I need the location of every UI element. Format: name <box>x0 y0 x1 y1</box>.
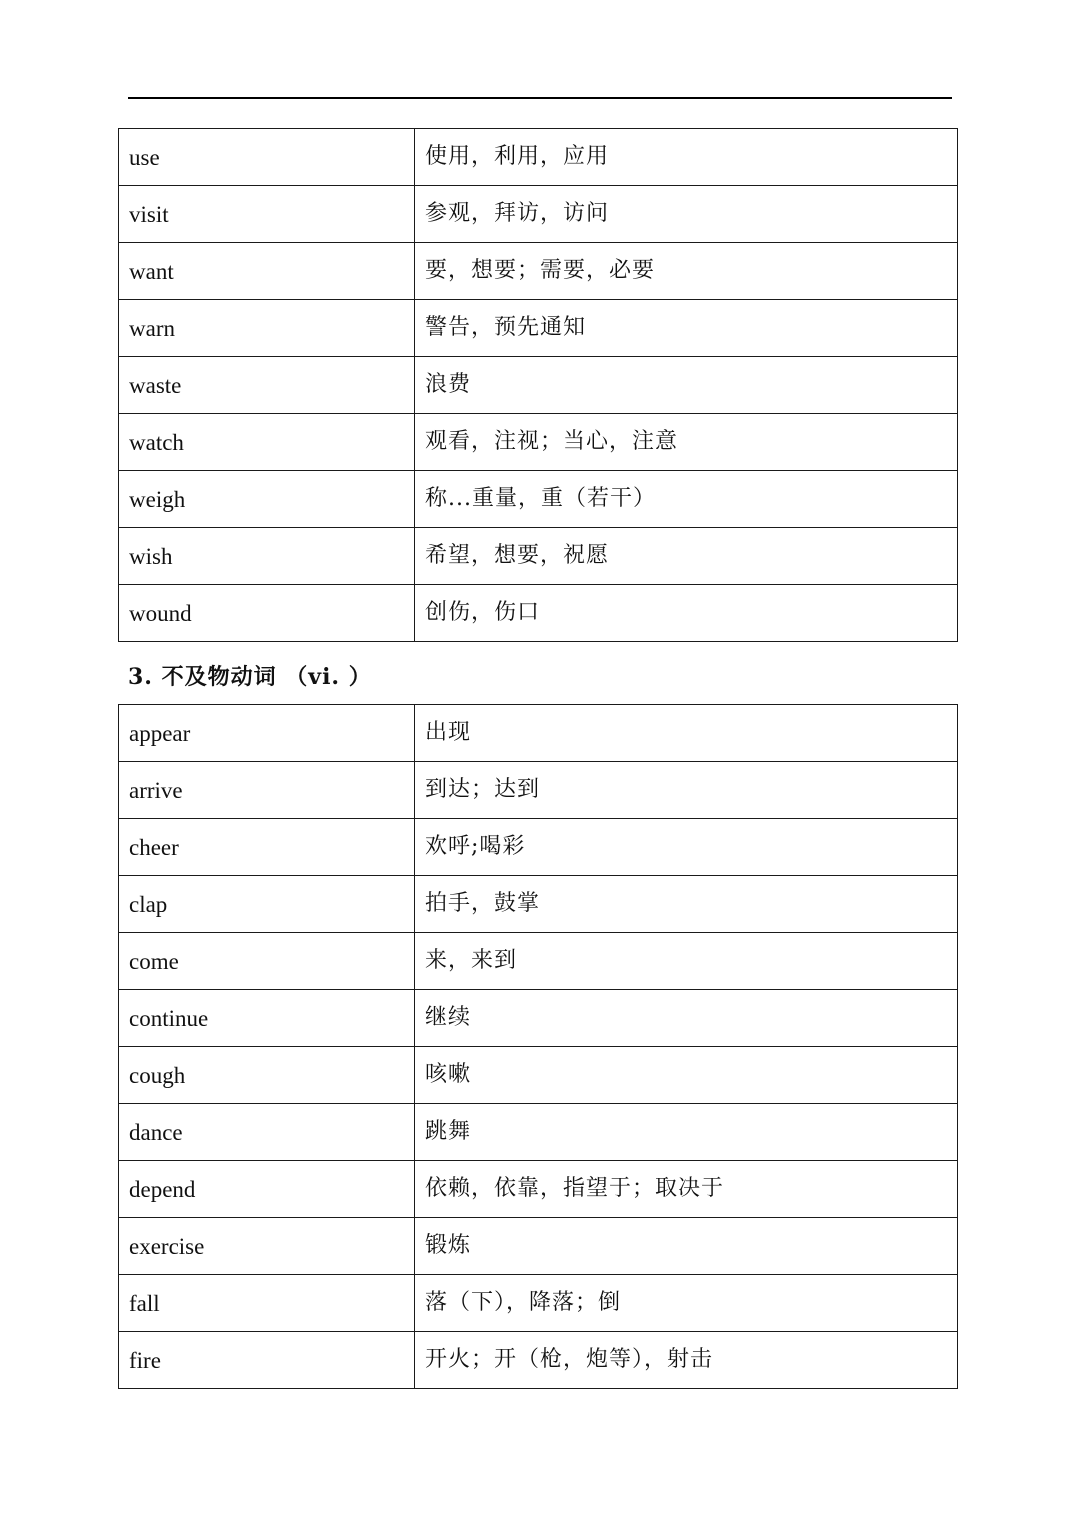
table-row <box>119 300 958 357</box>
word-cell: clap <box>119 876 415 933</box>
vocab-table-transitive <box>118 128 958 642</box>
table-row <box>119 1047 958 1104</box>
word-cell: weigh <box>119 471 415 528</box>
word-cell: arrive <box>119 762 415 819</box>
table-row <box>119 819 958 876</box>
table-row <box>119 528 958 585</box>
word-cell: want <box>119 243 415 300</box>
table-row <box>119 1104 958 1161</box>
word-cell: wound <box>119 585 415 642</box>
meaning-cell: 欢呼;喝彩 <box>415 819 958 876</box>
table-row <box>119 243 958 300</box>
word-cell: use <box>119 129 415 186</box>
table-row <box>119 129 958 186</box>
table-row <box>119 1275 958 1332</box>
meaning-cell: 咳嗽 <box>415 1047 958 1104</box>
word-cell: come <box>119 933 415 990</box>
word-cell: fire <box>119 1332 415 1389</box>
word-cell: appear <box>119 705 415 762</box>
meaning-cell: 使用，利用，应用 <box>415 129 958 186</box>
table-row <box>119 585 958 642</box>
meaning-cell: 开火；开（枪，炮等），射击 <box>415 1332 958 1389</box>
meaning-cell: 依赖，依靠，指望于；取决于 <box>415 1161 958 1218</box>
table-row <box>119 357 958 414</box>
word-cell: warn <box>119 300 415 357</box>
meaning-cell: 称...重量，重（若干） <box>415 471 958 528</box>
meaning-cell: 要，想要；需要，必要 <box>415 243 958 300</box>
table-row <box>119 1218 958 1275</box>
meaning-cell: 浪费 <box>415 357 958 414</box>
meaning-cell: 落（下），降落；倒 <box>415 1275 958 1332</box>
meaning-cell: 跳舞 <box>415 1104 958 1161</box>
word-cell: waste <box>119 357 415 414</box>
meaning-cell: 锻炼 <box>415 1218 958 1275</box>
table-row <box>119 1332 958 1389</box>
meaning-cell: 拍手，鼓掌 <box>415 876 958 933</box>
vocab-table-intransitive <box>118 704 958 1389</box>
word-cell: continue <box>119 990 415 1047</box>
meaning-cell: 出现 <box>415 705 958 762</box>
meaning-cell: 到达；达到 <box>415 762 958 819</box>
word-cell: wish <box>119 528 415 585</box>
table-row <box>119 186 958 243</box>
word-cell: cough <box>119 1047 415 1104</box>
meaning-cell: 创伤，伤口 <box>415 585 958 642</box>
meaning-cell: 来，来到 <box>415 933 958 990</box>
table-row <box>119 471 958 528</box>
table-row <box>119 414 958 471</box>
table-row <box>119 762 958 819</box>
word-cell: watch <box>119 414 415 471</box>
table-row <box>119 705 958 762</box>
table-row <box>119 990 958 1047</box>
meaning-cell: 警告，预先通知 <box>415 300 958 357</box>
word-cell: dance <box>119 1104 415 1161</box>
header-rule <box>128 97 952 99</box>
word-cell: depend <box>119 1161 415 1218</box>
meaning-cell: 观看，注视；当心，注意 <box>415 414 958 471</box>
table-row <box>119 1161 958 1218</box>
meaning-cell: 参观，拜访，访问 <box>415 186 958 243</box>
word-cell: fall <box>119 1275 415 1332</box>
word-cell: exercise <box>119 1218 415 1275</box>
table-row <box>119 933 958 990</box>
word-cell: visit <box>119 186 415 243</box>
meaning-cell: 继续 <box>415 990 958 1047</box>
meaning-cell: 希望，想要，祝愿 <box>415 528 958 585</box>
table-row <box>119 876 958 933</box>
word-cell: cheer <box>119 819 415 876</box>
section-heading: 3. 不及物动词 （vi. ） <box>128 664 372 690</box>
